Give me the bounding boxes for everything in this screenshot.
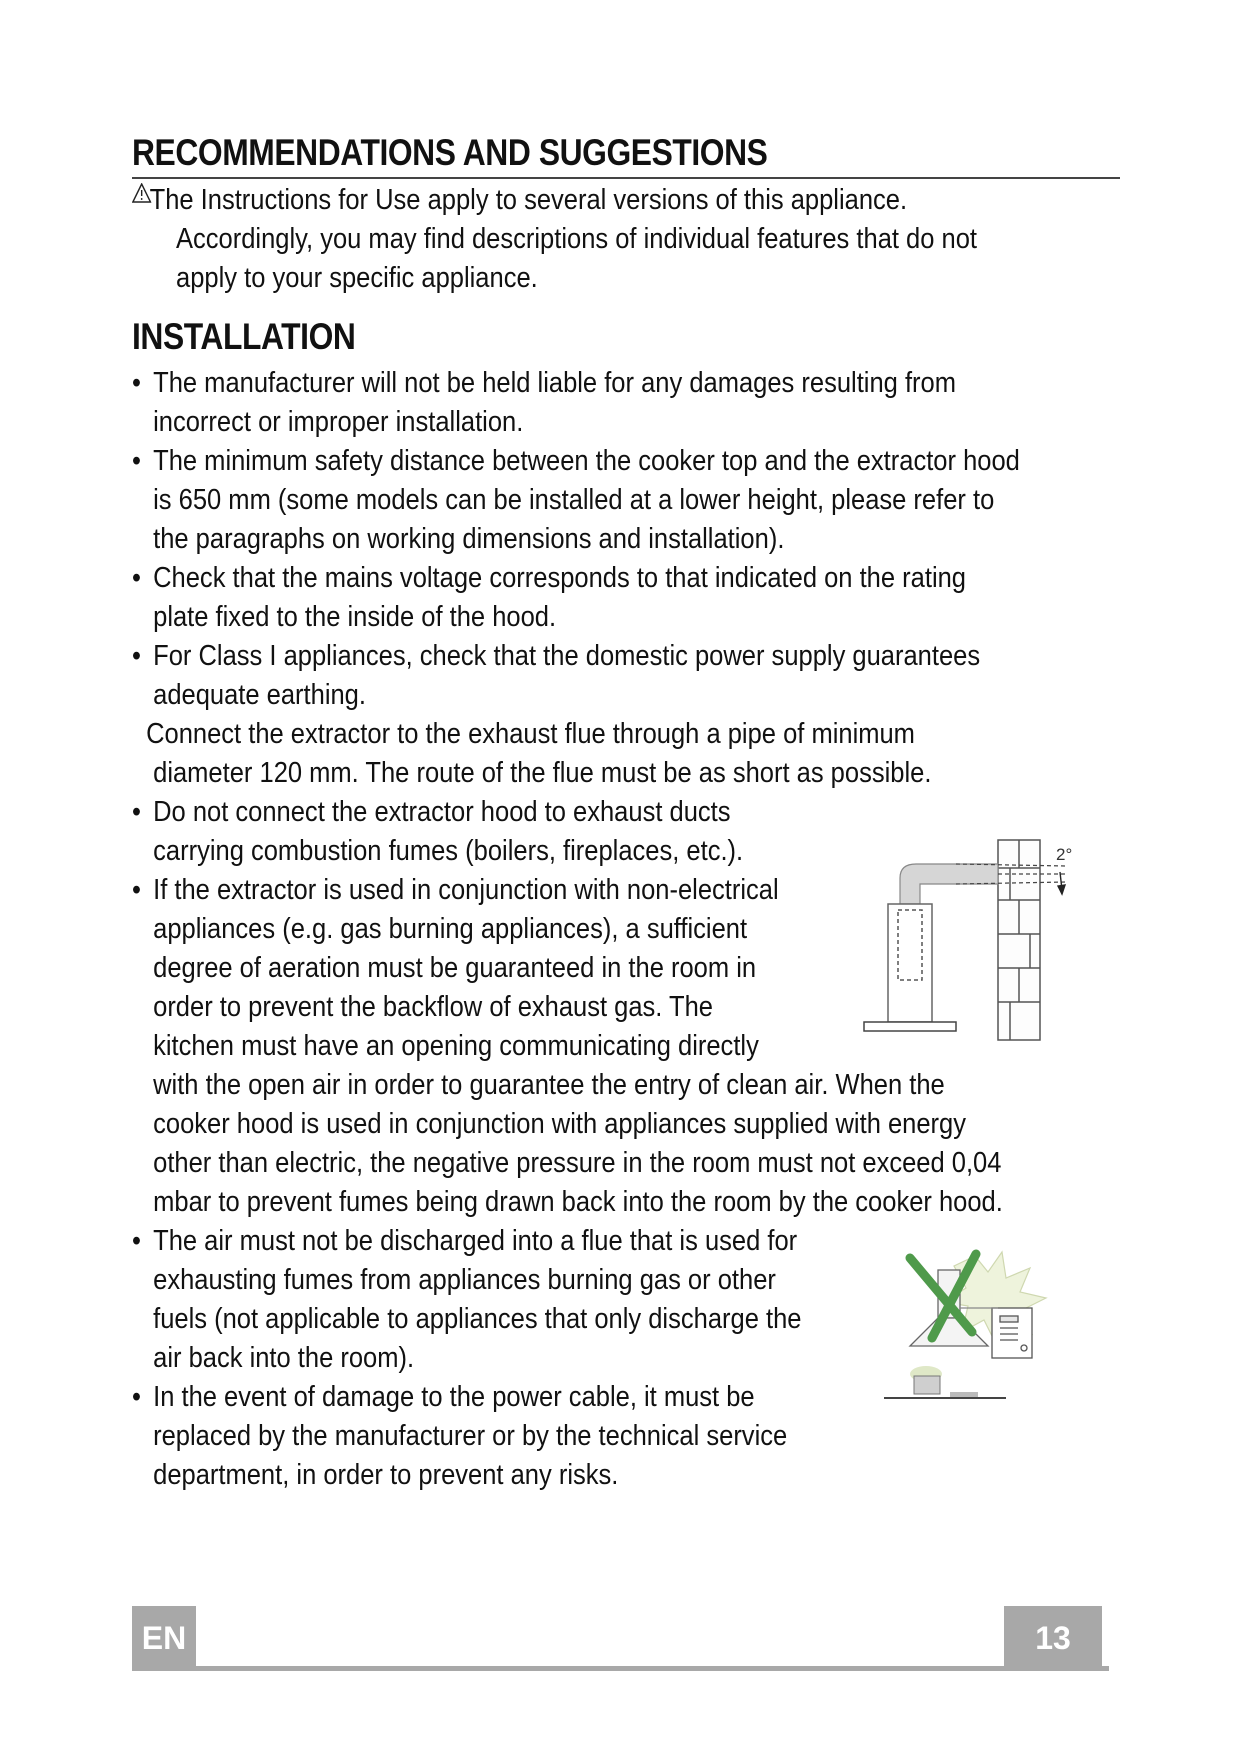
list-item [132,637,1100,715]
item-line: degree of aeration must be guaranteed in the room in [153,952,757,984]
item-line: the paragraphs on working dimensions and installation). [153,523,785,555]
list-item [132,715,1100,793]
list-item [132,364,1100,442]
boiler-icon [992,1308,1032,1358]
item-line: carrying combustion fumes (boilers, fireplaces, etc.). [153,835,744,867]
item-line: exhausting fumes from appliances burning gas or other [153,1264,776,1296]
item-line: incorrect or improper installation. [153,406,524,438]
item-line: replaced by the manufacturer or by the technical service [153,1420,788,1452]
item-line: with the open air in order to guarantee the entry of clean air. When the [153,1069,945,1101]
list-item [132,559,1100,637]
recommendations-note [132,181,977,298]
item-line: air back into the room). [153,1342,415,1374]
note-line: apply to your specific appliance. [176,262,538,294]
language-tag: EN [132,1606,196,1671]
footer-bar [132,1666,1109,1671]
slope-arrow-icon [1058,872,1065,894]
bullet: • [132,562,141,594]
item-line: In the event of damage to the power cable, it must be [153,1381,755,1413]
hood-canopy [864,1022,956,1031]
item-line: Do not connect the extractor hood to exhaust ducts [153,796,731,828]
item-line: cooker hood is used in conjunction with appliances supplied with energy [153,1108,967,1140]
item-line: The minimum safety distance between the cooker top and the extractor hood [153,445,1020,477]
cooktop-icon [884,1366,1006,1398]
item-line: For Class I appliances, check that the domestic power supply guarantees [153,640,981,672]
item-line: adequate earthing. [153,679,366,711]
item-line: fuels (not applicable to appliances that only discharge the [153,1303,802,1335]
item-line: The air must not be discharged into a flue that is used for [153,1225,798,1257]
section-title-installation: INSTALLATION [132,316,356,357]
bullet: • [132,367,141,399]
duct-elbow [900,864,998,904]
bullet: • [132,640,141,672]
no-gas-flue-diagram [880,1248,1055,1415]
bullet: • [132,796,141,828]
item-line: diameter 120 mm. The route of the flue must be as short as possible. [153,757,932,789]
hood-chimney [888,904,932,1022]
item-line: other than electric, the negative pressure in the room must not exceed 0,04 [153,1147,1002,1179]
item-line: The manufacturer will not be held liable for any damages resulting from [153,367,956,399]
item-line: appliances (e.g. gas burning appliances), a sufficient [153,913,748,945]
item-line: kitchen must have an opening communicating directly [153,1030,759,1062]
item-line: If the extractor is used in conjunction with non-electrical [153,874,779,906]
bullet: • [132,874,141,906]
item-line: mbar to prevent fumes being drawn back into the room by the cooker hood. [153,1186,1003,1218]
item-line: plate fixed to the inside of the hood. [153,601,557,633]
item-line: Connect the extractor to the exhaust flue through a pipe of minimum [146,718,915,750]
bullet: • [132,445,141,477]
item-line: Check that the mains voltage corresponds to that indicated on the rating [153,562,967,594]
list-item [132,442,1100,559]
note-line: Accordingly, you may find descriptions of individual features that do not [176,223,978,255]
item-line: order to prevent the backflow of exhaust gas. The [153,991,714,1023]
item-line: department, in order to prevent any risks. [153,1459,619,1491]
slope-angle-label: 2° [1056,845,1073,864]
warning-triangle-icon [132,183,151,203]
heading-underline [132,177,1120,179]
bullet: • [132,1381,141,1413]
item-line: is 650 mm (some models can be installed at a lower height, please refer to [153,484,995,516]
flue-slope-diagram [860,838,1090,1043]
brick-wall [998,840,1040,1040]
note-line: The Instructions for Use apply to several versions of this appliance. [149,184,908,216]
bullet: • [132,1225,141,1257]
section-title-recommendations: RECOMMENDATIONS AND SUGGESTIONS [132,132,768,173]
page-number: 13 [1004,1606,1102,1671]
